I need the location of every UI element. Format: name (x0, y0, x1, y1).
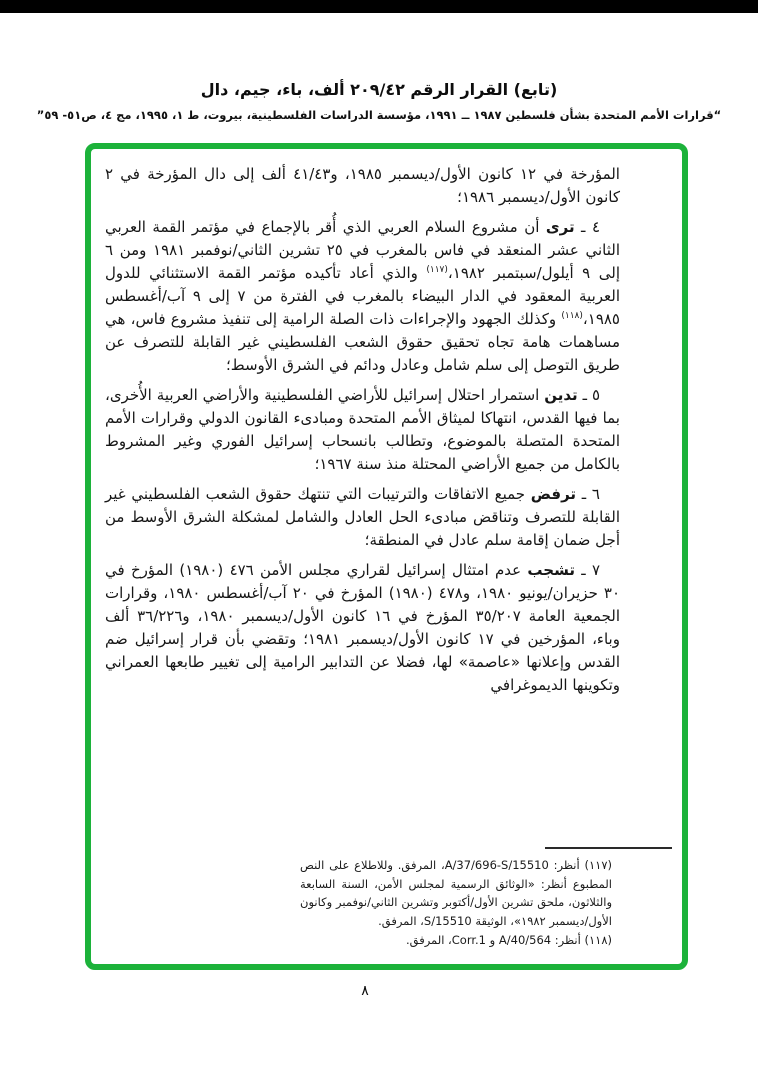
footnote-117-text: أنظر: A/37/696-S/15510، المرفق. وللاطلاع على النص المطبوع أنظر: «الوثائق الرسمية لمجلس الأمن، السنة السابعة والثلاثون، ملحق تشرين الأول/أكتوبر وتشرين الثاني/نوفمبر وكانون الأول/ديسمبر ١٩٨٢»، الوثيقة S/15510، المرفق. (300, 858, 612, 928)
paragraph-7 (105, 559, 620, 697)
paragraph-5-lead-word: تدين (544, 386, 578, 404)
intro-text: المؤرخة في ١٢ كانون الأول/ديسمبر ١٩٨٥، و٤١/٤٣ ألف إلى دال المؤرخة في ٢ كانون الأول/ديسمبر ١٩٨٦؛ (105, 165, 620, 206)
paragraph-5-number: ٥ ـ (577, 386, 600, 404)
footnote-118-marker: (١١٨) (584, 933, 612, 947)
paragraph-4-number: ٤ ـ (574, 218, 600, 236)
top-black-bar (0, 0, 758, 13)
footnote-ref-118: (١١٨) (561, 311, 583, 321)
paragraph-7-number: ٧ ـ (574, 561, 600, 579)
footnote-117 (300, 856, 612, 930)
paragraph-4-segment-2: والذي أعاد تأكيده مؤتمر القمة الاستثنائي للدول العربية المعقود في الدار البيضاء بالمغرب في الفترة من ٧ إلى ٩ آب/أغسطس ١٩٨٥، (105, 264, 621, 328)
intro-continuation-paragraph (105, 163, 620, 209)
footnote-117-marker: (١١٧) (584, 858, 612, 872)
paragraph-7-lead-word: تشجب (527, 561, 575, 579)
resolution-title: (تابع) القرار الرقم ٢٠٩/٤٢ ألف، باء، جيم، دال (200, 80, 558, 99)
footnote-ref-117: (١١٧) (426, 265, 448, 275)
paragraph-6-number: ٦ ـ (576, 485, 600, 503)
page-number: ٨ (361, 983, 369, 999)
source-citation-line: “قرارات الأمم المتحدة بشأن فلسطين ١٩٨٧ ــ ١٩٩١، مؤسسة الدراسات الفلسطينية، بيروت، ط ١، ١٩٩٥، مج ٤، ص٥١- ٥٩” (36, 108, 722, 122)
document-header (0, 80, 758, 122)
resolution-body-text (105, 163, 620, 704)
footnote-118 (300, 931, 612, 950)
footnote-separator-rule (545, 847, 672, 849)
paragraph-4 (105, 216, 620, 377)
footnote-118-text: أنظر: A/40/564 و Corr.1، المرفق. (405, 933, 585, 947)
paragraph-7-segment-1: عدم امتثال إسرائيل لقراري مجلس الأمن ٤٧٦ (١٩٨٠) المؤرخ في ٣٠ حزيران/يونيو ١٩٨٠، و٤٧٨ (١٩٨٠) المؤرخ في ٢٠ آب/أغسطس ١٩٨٠، وقرارات الجمعية العامة ٣٥/٢٠٧ المؤرخ في ١٦ كانون الأول/ديسمبر ١٩٨٠، و٣٦/٢٢٦ ألف وباء، المؤرخين في ١٧ كانون الأول/ديسمبر ١٩٨١؛ وتقضي بأن قرار إسرائيل ضم القدس وإعلانها «عاصمة» لها، فضلا عن التدابير الرامية إلى تغيير طابعها العمراني وتكوينها الديموغرافي (105, 561, 621, 694)
paragraph-6 (105, 483, 620, 552)
footnotes-block (300, 856, 612, 951)
paragraph-4-segment-3: وكذلك الجهود والإجراءات ذات الصلة الرامية إلى تنفيذ مشروع فاس، هي مساهمات هامة تجاه تحقيق حقوق الشعب الفلسطيني غير القابلة للتصرف عن طريق التوصل إلى سلم شامل وعادل ودائم في الشرق الأوسط؛ (105, 310, 620, 374)
paragraph-6-segment-1: جميع الاتفاقات والترتيبات التي تنتهك حقوق الشعب الفلسطيني غير القابلة للتصرف وتناقض مبادىء الحل العادل والشامل لمشكلة الشرق الأوسط من أجل ضمان إقامة سلم عادل في المنطقة؛ (105, 485, 620, 549)
paragraph-5 (105, 384, 620, 476)
paragraph-5-segment-1: استمرار احتلال إسرائيل للأراضي الفلسطينية والأراضي العربية الأُخرى، بما فيها القدس، انتهاكا لميثاق الأمم المتحدة ومبادىء القانون الدولي وقرارات الأمم المتحدة المتصلة بالموضوع، وتطالب بانسحاب إسرائيل الفوري وغير المشروط بالكامل من جميع الأراضي المحتلة منذ سنة ١٩٦٧؛ (105, 386, 620, 473)
paragraph-4-lead-word: ترى (545, 218, 575, 236)
paragraph-4-segment-1: أن مشروع السلام العربي الذي أُقر بالإجماع في مؤتمر القمة العربي الثاني عشر المنعقد في فاس بالمغرب في ٢٥ تشرين الثاني/نوفمبر ١٩٨١ ومن ٦ إلى ٩ أيلول/سبتمبر ١٩٨٢، (105, 218, 620, 282)
paragraph-6-lead-word: ترفض (530, 485, 577, 503)
